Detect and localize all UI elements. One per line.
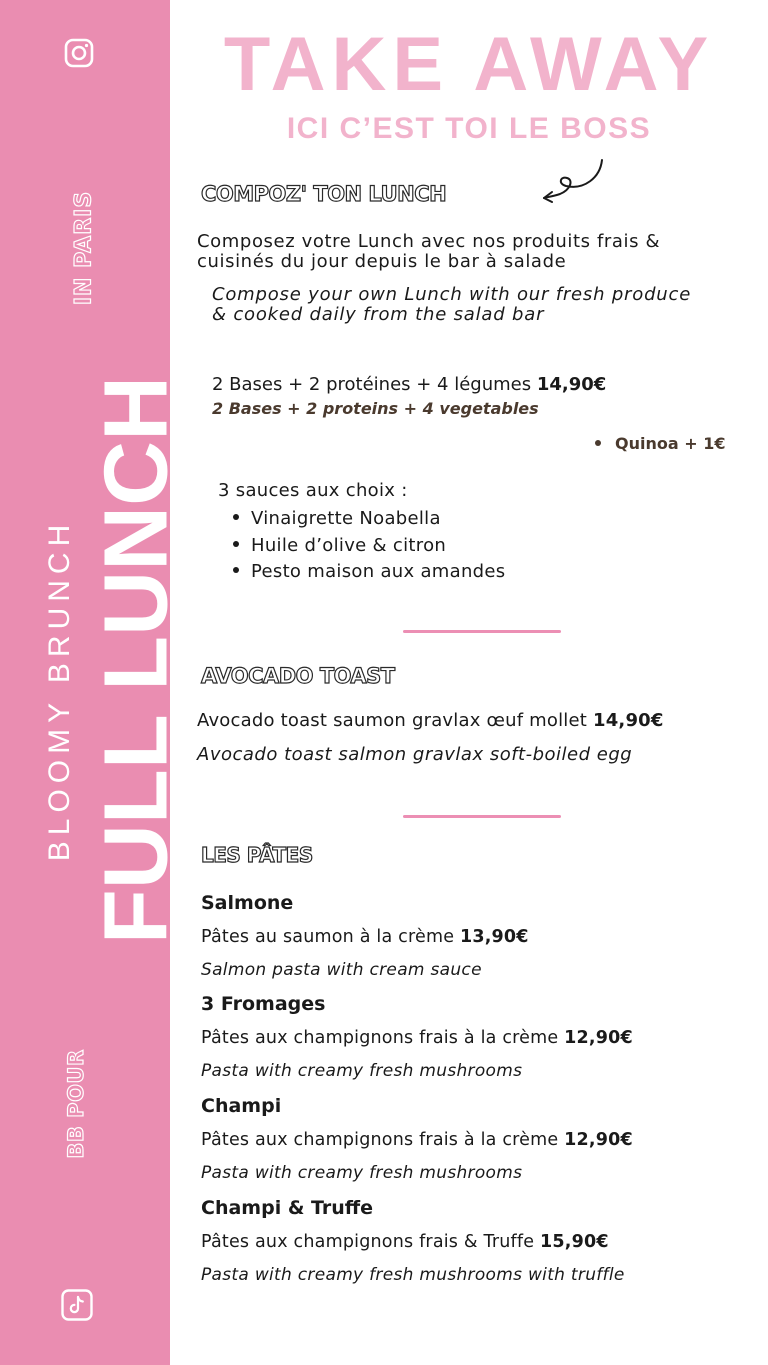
compoz-heading: COMPOZ' TON LUNCH	[201, 182, 447, 206]
pates-list	[201, 890, 633, 1297]
bullet-icon	[595, 440, 601, 446]
compoz-desc-fr: Composez votre Lunch avec nos produits frais & cuisinés du jour depuis le bar à salade	[197, 231, 661, 272]
list-item: Vinaigrette Noabella	[233, 506, 505, 533]
sidebar	[0, 0, 187, 1365]
bullet-icon	[233, 514, 239, 520]
list-item: Pesto maison aux amandes	[233, 559, 505, 586]
formula-price: 14,90€	[536, 374, 607, 395]
list-item	[201, 1093, 633, 1195]
tiktok-icon[interactable]	[61, 1289, 93, 1321]
formula-line	[212, 374, 606, 395]
avocado-heading: AVOCADO TOAST	[201, 664, 395, 688]
compoz-desc-en: Compose your own Lunch with our fresh produce & cooked daily from the salad bar	[212, 284, 692, 325]
extra-option	[595, 434, 725, 453]
item-en: Pasta with creamy fresh mushrooms	[201, 1061, 523, 1081]
full-lunch-title: FULL LUNCH	[86, 375, 187, 945]
bloomy-brunch-label: BLOOMY BRUNCH	[43, 518, 76, 862]
item-name: Champi & Truffe	[201, 1197, 374, 1219]
item-fr-line: Pâtes aux champignons frais à la crème 12,90€	[201, 1028, 633, 1048]
section-divider	[403, 630, 561, 633]
instagram-icon[interactable]	[64, 38, 94, 68]
list-item: Huile d’olive & citron	[233, 533, 505, 560]
item-fr-line: Pâtes au saumon à la crème 13,90€	[201, 927, 529, 947]
item-price: 12,90€	[564, 1130, 633, 1150]
item-price: 15,90€	[539, 1232, 609, 1252]
list-item	[201, 1195, 633, 1297]
item-fr-line: Pâtes aux champignons frais à la crème 12,90€	[201, 1130, 633, 1150]
sauces-title: 3 sauces aux choix :	[218, 480, 408, 501]
item-price: 12,90€	[564, 1028, 633, 1048]
page-subtitle: ICI C’EST TOI LE BOSS	[286, 112, 652, 145]
section-divider	[403, 815, 561, 818]
list-item	[201, 991, 633, 1093]
sauces-list	[233, 506, 505, 586]
avocado-fr: Avocado toast saumon gravlax œuf mollet	[197, 710, 588, 731]
item-name: 3 Fromages	[201, 993, 326, 1015]
item-name: Salmone	[201, 892, 294, 914]
item-en: Pasta with creamy fresh mushrooms with truffle	[201, 1265, 625, 1285]
page-title: TAKE AWAY	[223, 22, 715, 107]
avocado-fr-line	[197, 710, 664, 731]
item-name: Champi	[201, 1095, 282, 1117]
bullet-icon	[233, 541, 239, 547]
avocado-price: 14,90€	[592, 710, 664, 731]
avocado-en: Avocado toast salmon gravlax soft-boiled egg	[197, 744, 633, 765]
extra-option-label: Quinoa + 1€	[615, 434, 726, 453]
bb-pour-label: BB POUR	[64, 1049, 88, 1159]
item-fr-line: Pâtes aux champignons frais & Truffe 15,90€	[201, 1232, 609, 1252]
item-en: Salmon pasta with cream sauce	[201, 960, 482, 980]
formula-fr: 2 Bases + 2 protéines + 4 légumes	[212, 374, 532, 395]
item-price: 13,90€	[459, 927, 529, 947]
curly-arrow-icon	[540, 156, 606, 204]
bullet-icon	[233, 567, 239, 573]
formula-en: 2 Bases + 2 proteins + 4 vegetables	[212, 399, 539, 418]
list-item	[201, 890, 633, 991]
item-en: Pasta with creamy fresh mushrooms	[201, 1163, 523, 1183]
pates-heading: LES PÂTES	[201, 843, 313, 867]
in-paris-label: IN PARIS	[71, 190, 97, 306]
